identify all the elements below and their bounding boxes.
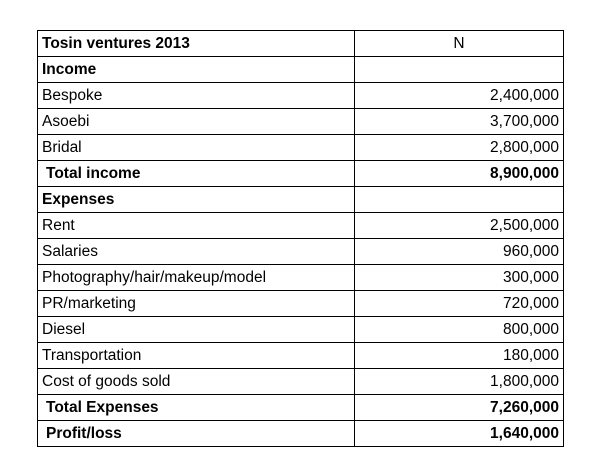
expenses-heading: Expenses — [38, 187, 355, 213]
row-label: Salaries — [38, 239, 355, 265]
table-row — [38, 343, 564, 369]
total-expenses-label: Total Expenses — [38, 395, 355, 421]
row-value: 3,700,000 — [355, 109, 564, 135]
table-title: Tosin ventures 2013 — [38, 31, 355, 57]
income-heading-row — [38, 57, 564, 83]
row-label: PR/marketing — [38, 291, 355, 317]
row-value: 180,000 — [355, 343, 564, 369]
row-value: 2,400,000 — [355, 83, 564, 109]
table-row — [38, 369, 564, 395]
row-label: Asoebi — [38, 109, 355, 135]
table-row — [38, 291, 564, 317]
profit-loss-label: Profit/loss — [38, 421, 355, 447]
empty-cell — [355, 187, 564, 213]
income-statement-table — [37, 30, 564, 447]
income-heading: Income — [38, 57, 355, 83]
total-expenses-row — [38, 395, 564, 421]
header-row — [38, 31, 564, 57]
row-value: 960,000 — [355, 239, 564, 265]
row-label: Photography/hair/makeup/model — [38, 265, 355, 291]
row-label: Diesel — [38, 317, 355, 343]
row-value: 2,800,000 — [355, 135, 564, 161]
currency-header: N — [355, 31, 564, 57]
profit-loss-row — [38, 421, 564, 447]
row-label: Cost of goods sold — [38, 369, 355, 395]
expenses-heading-row — [38, 187, 564, 213]
row-label: Bridal — [38, 135, 355, 161]
row-label: Rent — [38, 213, 355, 239]
table-row — [38, 135, 564, 161]
total-income-row — [38, 161, 564, 187]
row-label: Bespoke — [38, 83, 355, 109]
table-row — [38, 109, 564, 135]
total-income-value: 8,900,000 — [355, 161, 564, 187]
total-expenses-value: 7,260,000 — [355, 395, 564, 421]
row-value: 2,500,000 — [355, 213, 564, 239]
table-row — [38, 265, 564, 291]
row-value: 720,000 — [355, 291, 564, 317]
table-row — [38, 83, 564, 109]
row-value: 800,000 — [355, 317, 564, 343]
table-row — [38, 213, 564, 239]
empty-cell — [355, 57, 564, 83]
row-value: 300,000 — [355, 265, 564, 291]
row-label: Transportation — [38, 343, 355, 369]
total-income-label: Total income — [38, 161, 355, 187]
profit-loss-value: 1,640,000 — [355, 421, 564, 447]
row-value: 1,800,000 — [355, 369, 564, 395]
table-row — [38, 317, 564, 343]
table-row — [38, 239, 564, 265]
